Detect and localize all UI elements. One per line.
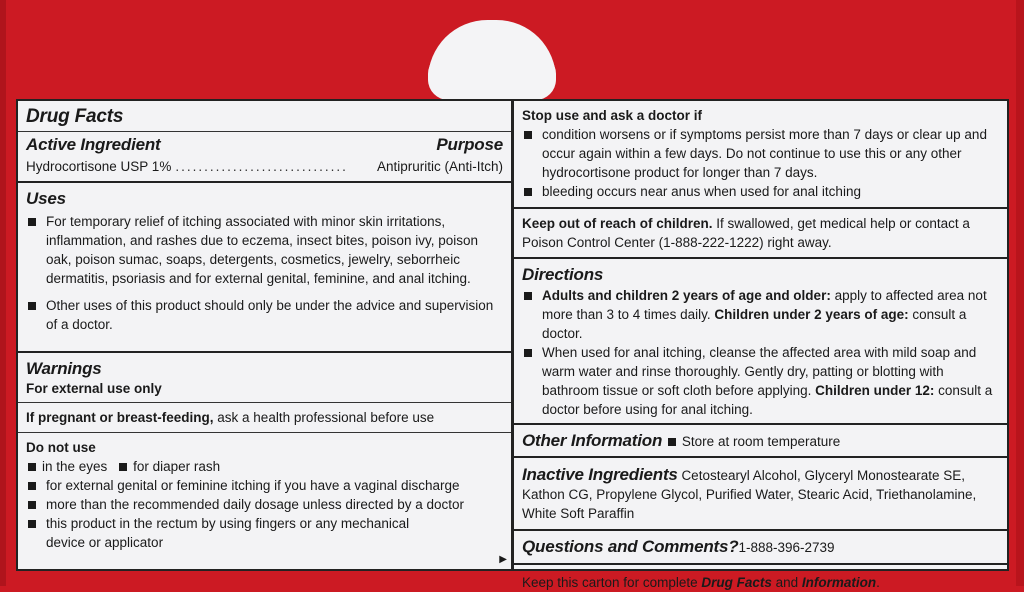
footer-text: .: [876, 575, 880, 590]
list-item: [522, 286, 999, 343]
footer-text: and: [771, 575, 802, 590]
questions-heading: Questions and Comments?: [522, 537, 739, 556]
list-item: more than the recommended daily dosage unless directed by a doctor: [26, 495, 503, 514]
hang-tab-hole: [428, 20, 556, 100]
bullet-icon: [119, 463, 127, 471]
purpose-heading: Purpose: [436, 135, 503, 154]
uses-heading: Uses: [26, 189, 66, 208]
list-item: Other uses of this product should only be under the advice and supervision of a doctor.: [26, 296, 503, 334]
warnings-heading: Warnings: [26, 359, 102, 378]
inactive-heading: Inactive Ingredients: [522, 465, 678, 484]
footer-note: [514, 563, 1007, 592]
drug-facts-panel: [16, 99, 513, 353]
footer-drug-facts: Drug Facts: [701, 575, 772, 590]
pregnant-text: ask a health professional before use: [213, 410, 435, 425]
do-not-use-heading: Do not use: [26, 440, 96, 455]
leader-dots: ..............................: [175, 159, 348, 174]
list-item: this product in the rectum by using fingers or any mechanical device or applicator: [26, 514, 503, 552]
pregnant-bold: If pregnant or breast-feeding,: [26, 410, 214, 425]
questions-phone: 1-888-396-2739: [738, 540, 835, 555]
footer-text: Keep this carton for complete: [522, 575, 702, 590]
active-ingredient: Hydrocortisone USP 1%: [26, 159, 172, 174]
direction-bold: Children under 2 years of age:: [714, 307, 909, 322]
inactive-text: Cetostearyl Alcohol, Glyceryl Monostearate SE, Kathon CG, Propylene Glycol, Purified Water, Stearic Acid, Triethanolamine, White Soft Paraffin: [522, 468, 977, 521]
directions-heading: Directions: [522, 265, 604, 284]
inactive-ingredients: [514, 456, 1007, 529]
direction-text: consult a doctor.: [542, 307, 967, 341]
directions-list: [522, 286, 999, 419]
direction-bold: Children under 12:: [815, 383, 935, 398]
pregnant-warning: [18, 402, 511, 432]
direction-text: consult a doctor before using for anal itching.: [542, 383, 993, 417]
other-info-text: Store at room temperature: [681, 434, 841, 449]
purpose: Antipruritic (Anti-Itch): [376, 159, 503, 174]
list-item: For temporary relief of itching associated with minor skin irritations, inflammation, and rashes due to eczema, insect bites, poison ivy, poison oak, poison sumac, soaps, detergents, cosmetics, jewelry, seborrheic dermatitis, psoriasis and for external genital, feminine, and anal itching.: [26, 212, 503, 288]
direction-bold: Adults and children 2 years of age and older:: [542, 288, 831, 303]
keep-out-of-reach: [514, 207, 1007, 257]
drug-facts-continued-panel: [512, 99, 1009, 590]
carton-edge-left: [0, 0, 6, 586]
keep-out-bold: Keep out of reach of children.: [522, 216, 713, 231]
questions-comments: [514, 529, 1007, 563]
warnings-panel: [16, 351, 513, 571]
stop-use-heading: Stop use and ask a doctor if: [522, 108, 703, 123]
diaper-item: for diaper rash: [133, 459, 221, 474]
direction-text: When used for anal itching, cleanse the affected area with mild soap and warm water and rinse thoroughly. Gently dry, patting or blotting with bathroom tissue or soft cloth before applying.: [542, 345, 977, 398]
do-not-use-list: [26, 476, 503, 552]
uses-list: [26, 212, 503, 334]
list-item: bleeding occurs near anus when used for anal itching: [522, 182, 999, 201]
eyes-item: in the eyes: [42, 459, 108, 474]
bullet-icon: [668, 438, 676, 446]
footer-information: Information: [801, 575, 877, 590]
stop-use-list: [522, 125, 999, 201]
continue-arrow-icon: ▶: [499, 554, 507, 565]
list-item: for external genital or feminine itching if you have a vaginal discharge: [26, 476, 503, 495]
list-item: [522, 343, 999, 419]
external-use-only: For external use only: [26, 381, 162, 396]
list-item: condition worsens or if symptoms persist more than 7 days or clear up and occur again within a few days. Do not continue to use this or any other hydrocortisone product for longer than 7 days.: [522, 125, 999, 182]
do-not-use-eyes-row: [26, 457, 503, 476]
drug-facts-title: Drug Facts: [26, 106, 124, 127]
carton-edge-right: [1016, 0, 1024, 586]
direction-text: apply to affected area not more than 3 to 4 times daily.: [542, 288, 987, 322]
active-ingredient-heading: Active Ingredient: [26, 135, 161, 154]
other-information: [514, 423, 1007, 456]
bullet-icon: [28, 463, 36, 471]
other-info-heading: Other Information: [522, 431, 663, 450]
keep-out-text: If swallowed, get medical help or contact a Poison Control Center (1-888-222-1222) right away.: [522, 216, 970, 250]
